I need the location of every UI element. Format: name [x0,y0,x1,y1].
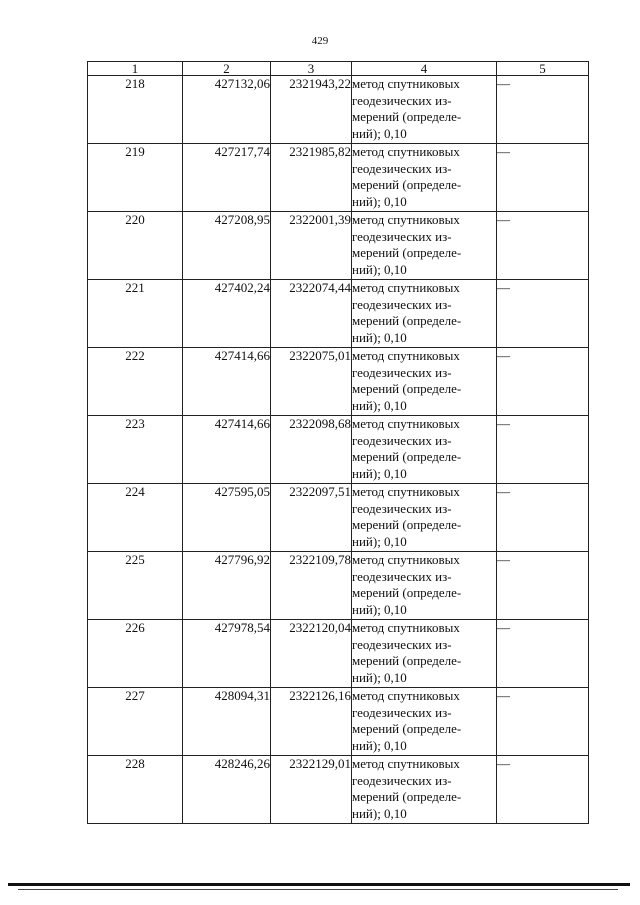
method-line: ний); 0,10 [352,329,407,345]
page-number: 429 [311,35,329,47]
note-cell: — [497,280,589,348]
x-coordinate-cell: 428094,31 [183,688,271,756]
method-line: геодезических из- [352,160,452,176]
table-row [88,416,589,484]
method-cell [352,620,497,688]
y-coordinate-cell: 2322126,16 [271,688,352,756]
method-line: метод спутниковых [352,212,460,227]
method-line: метод спутниковых [352,552,460,567]
point-number-cell: 222 [88,348,183,416]
x-coordinate-cell: 427595,05 [183,484,271,552]
y-coordinate-cell: 2321985,82 [271,144,352,212]
method-line: мерений (определе- [352,721,462,736]
method-line: метод спутниковых [352,280,460,295]
method-cell [352,416,497,484]
note-cell: — [497,484,589,552]
note-cell: — [497,620,589,688]
table-row [88,620,589,688]
y-coordinate-cell: 2322120,04 [271,620,352,688]
y-coordinate-cell: 2322074,44 [271,280,352,348]
method-line: ний); 0,10 [352,465,407,481]
header-col-1: 1 [88,62,183,76]
method-line: метод спутниковых [352,756,460,771]
method-line: геодезических из- [352,636,452,652]
method-line: мерений (определе- [352,517,462,532]
method-cell [352,212,497,280]
table-row [88,756,589,824]
point-number-cell: 224 [88,484,183,552]
method-line: ний); 0,10 [352,261,407,277]
x-coordinate-cell: 427402,24 [183,280,271,348]
x-coordinate-cell: 427414,66 [183,416,271,484]
point-number-cell: 225 [88,552,183,620]
y-coordinate-cell: 2322001,39 [271,212,352,280]
x-coordinate-cell: 427217,74 [183,144,271,212]
x-coordinate-cell: 427796,92 [183,552,271,620]
method-line: мерений (определе- [352,177,462,192]
method-cell [352,348,497,416]
method-cell [352,688,497,756]
y-coordinate-cell: 2322075,01 [271,348,352,416]
method-line: ний); 0,10 [352,737,407,753]
method-line: метод спутниковых [352,76,460,91]
method-line: метод спутниковых [352,688,460,703]
table-row [88,552,589,620]
point-number-cell: 219 [88,144,183,212]
x-coordinate-cell: 427978,54 [183,620,271,688]
note-cell: — [497,212,589,280]
point-number-cell: 227 [88,688,183,756]
method-line: метод спутниковых [352,144,460,159]
footer-rule-heavy [8,883,630,886]
method-line: ний); 0,10 [352,805,407,821]
method-line: мерений (определе- [352,313,462,328]
table-row [88,484,589,552]
method-line: ний); 0,10 [352,669,407,685]
method-cell [352,76,497,144]
y-coordinate-cell: 2321943,22 [271,76,352,144]
note-cell: — [497,756,589,824]
y-coordinate-cell: 2322098,68 [271,416,352,484]
header-col-5: 5 [497,62,589,76]
point-number-cell: 228 [88,756,183,824]
x-coordinate-cell: 427132,06 [183,76,271,144]
method-line: мерений (определе- [352,789,462,804]
header-col-2: 2 [183,62,271,76]
table-row [88,688,589,756]
method-line: мерений (определе- [352,245,462,260]
method-line: геодезических из- [352,432,452,448]
y-coordinate-cell: 2322129,01 [271,756,352,824]
method-line: ний); 0,10 [352,397,407,413]
method-line: геодезических из- [352,772,452,788]
point-number-cell: 218 [88,76,183,144]
method-line: мерений (определе- [352,381,462,396]
x-coordinate-cell: 428246,26 [183,756,271,824]
note-cell: — [497,76,589,144]
method-line: геодезических из- [352,296,452,312]
table-row [88,212,589,280]
coordinates-table [87,61,589,824]
table-row [88,144,589,212]
header-col-4: 4 [352,62,497,76]
method-cell [352,552,497,620]
method-line: метод спутниковых [352,348,460,363]
method-line: геодезических из- [352,704,452,720]
point-number-cell: 223 [88,416,183,484]
y-coordinate-cell: 2322097,51 [271,484,352,552]
x-coordinate-cell: 427208,95 [183,212,271,280]
header-col-3: 3 [271,62,352,76]
note-cell: — [497,552,589,620]
method-cell [352,484,497,552]
point-number-cell: 220 [88,212,183,280]
note-cell: — [497,416,589,484]
method-cell [352,144,497,212]
method-line: геодезических из- [352,568,452,584]
y-coordinate-cell: 2322109,78 [271,552,352,620]
method-line: метод спутниковых [352,416,460,431]
table-body [88,76,589,824]
method-line: геодезических из- [352,500,452,516]
table-row [88,348,589,416]
method-cell [352,280,497,348]
point-number-cell: 221 [88,280,183,348]
method-line: ний); 0,10 [352,533,407,549]
method-line: мерений (определе- [352,109,462,124]
method-line: ний); 0,10 [352,193,407,209]
method-line: метод спутниковых [352,484,460,499]
method-cell [352,756,497,824]
note-cell: — [497,688,589,756]
x-coordinate-cell: 427414,66 [183,348,271,416]
note-cell: — [497,144,589,212]
method-line: геодезических из- [352,364,452,380]
table-row [88,76,589,144]
table-header-row [88,62,589,76]
table-row [88,280,589,348]
method-line: ний); 0,10 [352,601,407,617]
method-line: мерений (определе- [352,585,462,600]
method-line: ний); 0,10 [352,125,407,141]
method-line: метод спутниковых [352,620,460,635]
method-line: геодезических из- [352,228,452,244]
method-line: мерений (определе- [352,653,462,668]
footer-rule-thin [18,889,618,890]
point-number-cell: 226 [88,620,183,688]
method-line: геодезических из- [352,92,452,108]
note-cell: — [497,348,589,416]
method-line: мерений (определе- [352,449,462,464]
